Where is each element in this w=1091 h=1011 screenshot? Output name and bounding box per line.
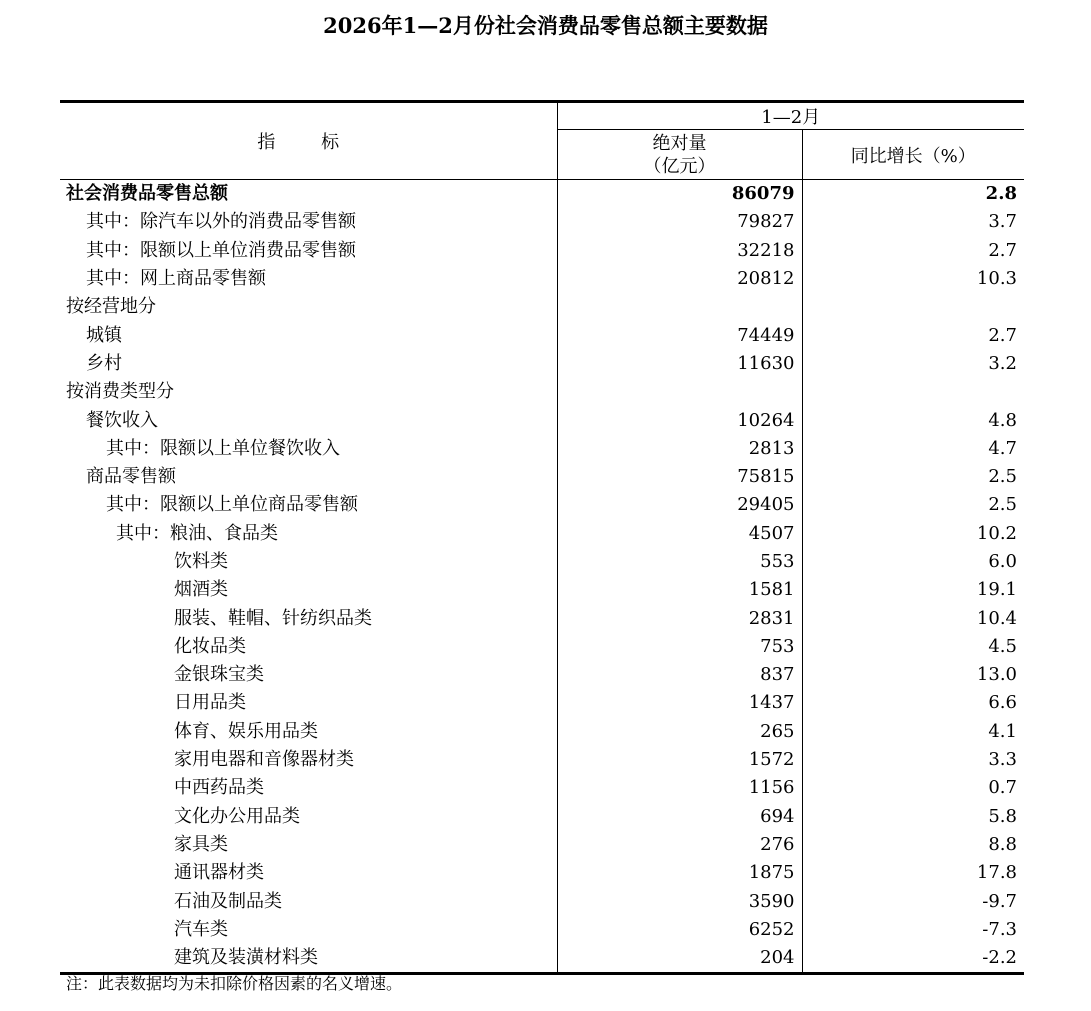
row-value: 20812 [557, 265, 802, 293]
table-row [60, 831, 1024, 859]
row-value: 204 [557, 944, 802, 974]
row-name: 商品零售额 [60, 463, 557, 491]
row-value: 3590 [557, 887, 802, 915]
row-name: 家用电器和音像器材类 [60, 746, 557, 774]
row-name: 乡村 [60, 350, 557, 378]
table-row [60, 406, 1024, 434]
table-row [60, 746, 1024, 774]
row-growth: 5.8 [988, 805, 1017, 827]
row-growth: 10.4 [976, 607, 1017, 629]
row-value: 276 [557, 831, 802, 859]
row-name: 金银珠宝类 [60, 661, 557, 689]
table-row [60, 208, 1024, 236]
table-row [60, 435, 1024, 463]
table-row [60, 321, 1024, 349]
table-row [60, 689, 1024, 717]
row-name: 其中：限额以上单位餐饮收入 [60, 435, 557, 463]
row-growth: 4.8 [988, 409, 1017, 431]
row-value: 1437 [557, 689, 802, 717]
row-value: 1581 [557, 576, 802, 604]
row-growth: -9.7 [982, 890, 1017, 912]
row-value: 74449 [557, 321, 802, 349]
row-growth: 0.7 [988, 777, 1017, 799]
row-value: 837 [557, 661, 802, 689]
table-row [60, 774, 1024, 802]
yoy-growth-header: 同比增长（%） [802, 130, 1024, 180]
table-note: 注：此表数据均为未扣除价格因素的名义增速。 [66, 974, 403, 993]
row-name: 饮料类 [60, 548, 557, 576]
row-name: 汽车类 [60, 916, 557, 944]
row-growth [802, 378, 1024, 406]
row-growth: 2.8 [985, 183, 1017, 205]
row-name: 按经营地分 [60, 293, 557, 321]
row-value: 553 [557, 548, 802, 576]
table-row [60, 803, 1024, 831]
absolute-value-header-line2: （亿元） [643, 155, 716, 177]
indicator-header [60, 102, 557, 180]
row-name: 餐饮收入 [60, 406, 557, 434]
row-growth: 4.1 [988, 720, 1017, 742]
table-row [60, 576, 1024, 604]
indicator-header-label: 指 标 [257, 132, 360, 153]
retail-sales-table [60, 100, 1024, 975]
absolute-value-header-line1: 绝对量 [652, 132, 707, 154]
table-row [60, 180, 1024, 209]
row-growth: 3.7 [988, 211, 1017, 233]
row-name: 中西药品类 [60, 774, 557, 802]
row-name: 通讯器材类 [60, 859, 557, 887]
row-growth: 6.0 [988, 551, 1017, 572]
row-name: 社会消费品零售总额 [60, 180, 557, 209]
row-value: 75815 [557, 463, 802, 491]
row-growth [802, 293, 1024, 321]
table-row [60, 718, 1024, 746]
row-value: 11630 [557, 350, 802, 378]
row-name: 其中：除汽车以外的消费品零售额 [60, 208, 557, 236]
row-name: 日用品类 [60, 689, 557, 717]
row-value: 86079 [557, 180, 802, 209]
row-growth: 4.5 [988, 635, 1017, 657]
row-value [557, 378, 802, 406]
table-row [60, 916, 1024, 944]
row-name: 烟酒类 [60, 576, 557, 604]
table-row [60, 944, 1024, 974]
row-growth: 8.8 [988, 833, 1017, 855]
table-row [60, 378, 1024, 406]
row-value: 265 [557, 718, 802, 746]
row-growth: 2.5 [988, 494, 1017, 516]
row-value: 6252 [557, 916, 802, 944]
row-value: 4507 [557, 520, 802, 548]
row-growth: 19.1 [976, 579, 1017, 601]
row-growth: 3.2 [988, 352, 1017, 374]
table-row [60, 548, 1024, 576]
row-growth: -7.3 [982, 918, 1017, 940]
table-body [60, 180, 1024, 974]
row-growth: 10.3 [976, 268, 1017, 290]
row-value: 2813 [557, 435, 802, 463]
row-name: 其中：限额以上单位消费品零售额 [60, 237, 557, 265]
row-growth: -2.2 [802, 944, 1024, 974]
table-row [60, 293, 1024, 321]
row-value [557, 293, 802, 321]
row-growth: 4.7 [988, 437, 1017, 459]
row-growth: 2.7 [988, 239, 1017, 261]
absolute-value-header [557, 130, 802, 180]
table-row [60, 661, 1024, 689]
table-row [60, 491, 1024, 519]
row-name: 服装、鞋帽、针纺织品类 [60, 604, 557, 632]
row-value: 1156 [557, 774, 802, 802]
row-value: 1875 [557, 859, 802, 887]
table-row [60, 633, 1024, 661]
page-title: 2026年1—2月份社会消费品零售总额主要数据 [323, 13, 768, 38]
row-value: 29405 [557, 491, 802, 519]
row-value: 10264 [557, 406, 802, 434]
row-name: 建筑及装潢材料类 [60, 944, 557, 974]
row-value: 1572 [557, 746, 802, 774]
table-row [60, 463, 1024, 491]
row-name: 体育、娱乐用品类 [60, 718, 557, 746]
row-value: 2831 [557, 604, 802, 632]
row-growth: 13.0 [976, 664, 1017, 686]
row-growth: 17.8 [976, 862, 1017, 884]
table-row [60, 350, 1024, 378]
row-growth: 6.6 [988, 692, 1017, 714]
table-row [60, 887, 1024, 915]
table-row [60, 265, 1024, 293]
row-value: 79827 [557, 208, 802, 236]
row-name: 文化办公用品类 [60, 803, 557, 831]
row-growth: 2.7 [988, 324, 1017, 346]
row-name: 化妆品类 [60, 633, 557, 661]
row-name: 其中：网上商品零售额 [60, 265, 557, 293]
row-name: 家具类 [60, 831, 557, 859]
row-value: 32218 [557, 237, 802, 265]
row-value: 694 [557, 803, 802, 831]
row-growth: 2.5 [988, 466, 1017, 488]
table-row [60, 859, 1024, 887]
row-name: 其中：限额以上单位商品零售额 [60, 491, 557, 519]
row-growth: 3.3 [988, 749, 1017, 771]
row-value: 753 [557, 633, 802, 661]
table-row [60, 604, 1024, 632]
row-name: 按消费类型分 [60, 378, 557, 406]
table-row [60, 520, 1024, 548]
table-row [60, 237, 1024, 265]
period-header: 1—2月 [557, 102, 1024, 130]
row-name: 城镇 [60, 321, 557, 349]
row-name: 其中：粮油、食品类 [60, 520, 557, 548]
row-growth: 10.2 [976, 522, 1017, 544]
row-name: 石油及制品类 [60, 887, 557, 915]
